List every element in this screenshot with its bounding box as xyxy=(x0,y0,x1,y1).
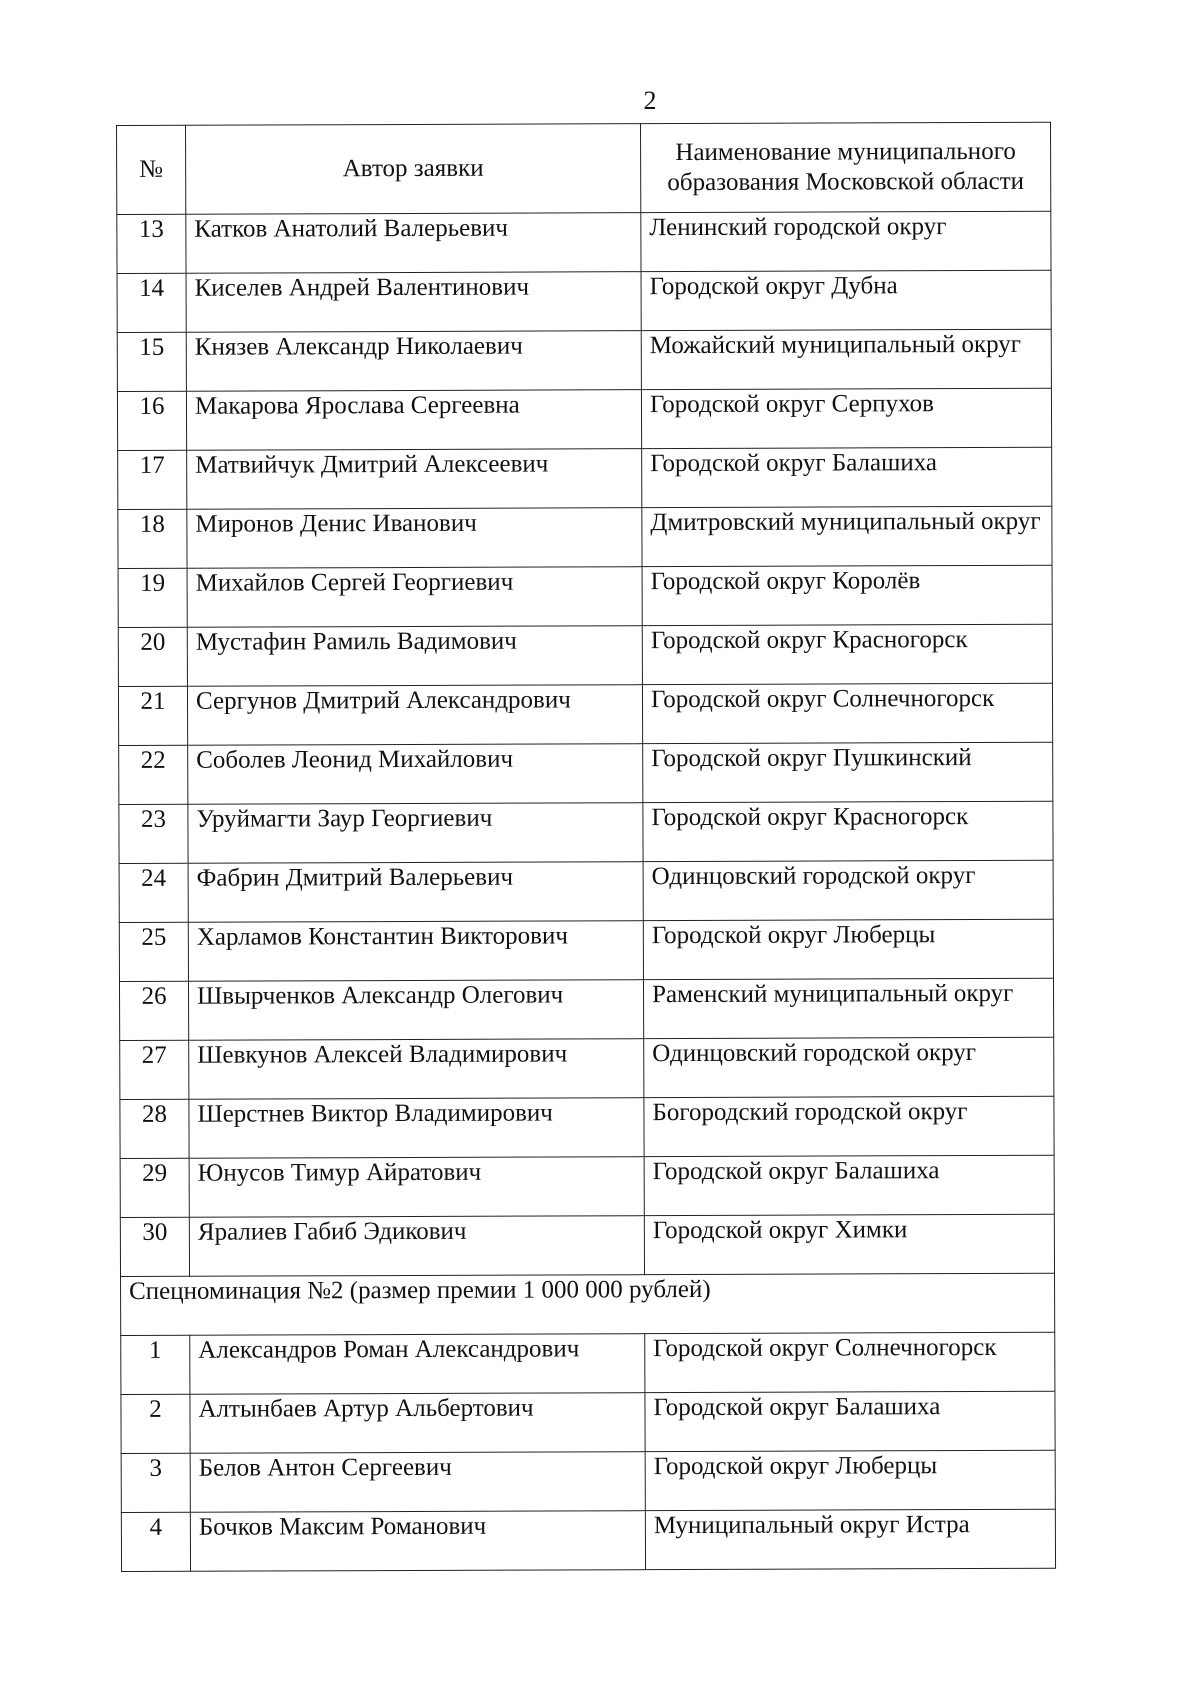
row-number: 13 xyxy=(117,214,186,273)
row-number: 30 xyxy=(120,1217,189,1276)
row-author: Макарова Ярослава Сергеевна xyxy=(186,390,641,451)
row-number: 3 xyxy=(121,1453,190,1512)
row-municipality: Городской округ Дубна xyxy=(641,270,1051,330)
section-title: Спецноминация №2 (размер премии 1 000 000 рублей) xyxy=(121,1273,1055,1335)
row-author: Фабрин Дмитрий Валерьевич xyxy=(188,862,643,923)
table-row xyxy=(117,211,1051,273)
column-header-author: Автор заявки xyxy=(186,124,641,215)
table-section xyxy=(121,1273,1055,1335)
table-row xyxy=(118,565,1052,627)
row-author: Харламов Константин Викторович xyxy=(188,921,643,982)
table-row xyxy=(118,506,1052,568)
table-row xyxy=(117,388,1051,450)
row-number: 18 xyxy=(118,509,187,568)
row-author: Уруймагти Заур Георгиевич xyxy=(188,803,643,864)
row-number: 4 xyxy=(121,1512,190,1571)
row-author: Соболев Леонид Михайлович xyxy=(188,744,643,805)
table-body-part1 xyxy=(117,211,1055,1276)
row-author: Катков Анатолий Валерьевич xyxy=(186,213,641,274)
table-row xyxy=(121,1509,1055,1571)
row-number: 1 xyxy=(121,1335,190,1394)
row-author: Сергунов Дмитрий Александрович xyxy=(187,685,642,746)
table-row xyxy=(120,1155,1054,1217)
table-row xyxy=(117,270,1051,332)
row-number: 29 xyxy=(120,1158,189,1217)
row-author: Бочков Максим Романович xyxy=(190,1511,645,1572)
column-header-municipality: Наименование муниципального образования Московской области xyxy=(640,122,1050,212)
row-author: Матвийчук Дмитрий Алексеевич xyxy=(187,449,642,510)
row-author: Миронов Денис Иванович xyxy=(187,508,642,569)
row-municipality: Городской округ Красногорск xyxy=(643,801,1053,861)
row-municipality: Муниципальный округ Истра xyxy=(645,1509,1055,1569)
row-number: 23 xyxy=(119,804,188,863)
row-number: 17 xyxy=(118,450,187,509)
row-municipality: Дмитровский муниципальный округ xyxy=(642,506,1052,566)
row-municipality: Городской округ Солнечногорск xyxy=(645,1332,1055,1392)
row-number: 14 xyxy=(117,273,186,332)
table-row xyxy=(119,742,1053,804)
row-number: 25 xyxy=(119,922,188,981)
row-author: Швырченков Александр Олегович xyxy=(188,980,643,1041)
table-row xyxy=(121,1332,1055,1394)
row-municipality: Городской округ Балашиха xyxy=(645,1391,1055,1451)
row-number: 19 xyxy=(118,568,187,627)
row-municipality: Можайский муниципальный округ xyxy=(641,329,1051,389)
row-municipality: Ленинский городской округ xyxy=(641,211,1051,271)
row-municipality: Городской округ Солнечногорск xyxy=(642,683,1052,743)
row-municipality: Городской округ Королёв xyxy=(642,565,1052,625)
row-municipality: Городской округ Серпухов xyxy=(641,388,1051,448)
row-municipality: Одинцовский городской округ xyxy=(643,860,1053,920)
table-row xyxy=(121,1450,1055,1512)
row-municipality: Городской округ Пушкинский xyxy=(643,742,1053,802)
row-author: Михайлов Сергей Георгиевич xyxy=(187,567,642,628)
row-author: Киселев Андрей Валентинович xyxy=(186,272,641,333)
table-row xyxy=(117,329,1051,391)
table-row xyxy=(118,683,1052,745)
row-author: Шерстнев Виктор Владимирович xyxy=(189,1098,644,1159)
table-body-part2 xyxy=(121,1332,1056,1571)
row-number: 28 xyxy=(120,1099,189,1158)
row-municipality: Раменский муниципальный округ xyxy=(643,978,1053,1038)
column-header-number: № xyxy=(117,125,186,214)
table-row xyxy=(120,1096,1054,1158)
table-row xyxy=(118,624,1052,686)
row-number: 27 xyxy=(120,1040,189,1099)
row-author: Шевкунов Алексей Владимирович xyxy=(189,1039,644,1100)
table-row xyxy=(118,447,1052,509)
table-row xyxy=(119,860,1053,922)
row-municipality: Городской округ Красногорск xyxy=(642,624,1052,684)
row-author: Белов Антон Сергеевич xyxy=(190,1452,645,1513)
table-row xyxy=(119,919,1053,981)
row-author: Александров Роман Александрович xyxy=(190,1334,645,1395)
row-municipality: Городской округ Химки xyxy=(644,1214,1054,1274)
row-number: 16 xyxy=(117,391,186,450)
row-author: Мустафин Рамиль Вадимович xyxy=(187,626,642,687)
row-number: 15 xyxy=(117,332,186,391)
row-author: Князев Александр Николаевич xyxy=(186,331,641,392)
table-header-row xyxy=(117,122,1051,214)
row-municipality: Одинцовский городской округ xyxy=(644,1037,1054,1097)
row-municipality: Городской округ Люберцы xyxy=(643,919,1053,979)
row-municipality: Городской округ Балашиха xyxy=(644,1155,1054,1215)
row-author: Яралиев Габиб Эдикович xyxy=(189,1216,644,1277)
row-municipality: Богородский городской округ xyxy=(644,1096,1054,1156)
row-number: 21 xyxy=(118,686,187,745)
section-row xyxy=(121,1273,1055,1335)
row-number: 26 xyxy=(119,981,188,1040)
row-author: Алтынбаев Артур Альбертович xyxy=(190,1393,645,1454)
table-row xyxy=(119,978,1053,1040)
row-municipality: Городской округ Балашиха xyxy=(642,447,1052,507)
table-row xyxy=(121,1391,1055,1453)
row-municipality: Городской округ Люберцы xyxy=(645,1450,1055,1510)
page-number: 2 xyxy=(643,86,657,115)
table-row xyxy=(119,801,1053,863)
row-number: 2 xyxy=(121,1394,190,1453)
nominees-table xyxy=(116,122,1056,1572)
row-author: Юнусов Тимур Айратович xyxy=(189,1157,644,1218)
row-number: 24 xyxy=(119,863,188,922)
row-number: 20 xyxy=(118,627,187,686)
row-number: 22 xyxy=(119,745,188,804)
table-row xyxy=(120,1214,1054,1276)
table-row xyxy=(120,1037,1054,1099)
